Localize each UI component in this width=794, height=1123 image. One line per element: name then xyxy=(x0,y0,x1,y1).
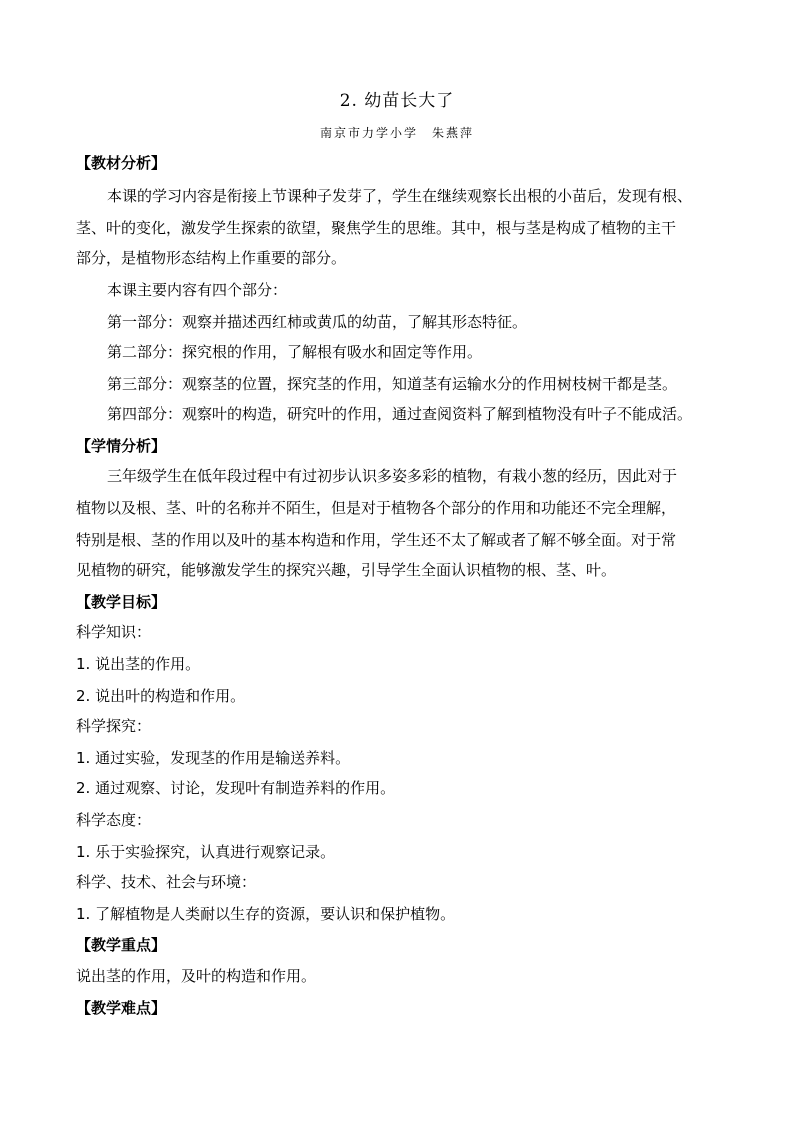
paragraph-line: 本课主要内容有四个部分： xyxy=(107,281,288,299)
list-item: 2. 通过观察、讨论，发现叶有制造养料的作用。 xyxy=(76,779,396,797)
list-item: 1. 了解植物是人类耐以生存的资源，要认识和保护植物。 xyxy=(76,905,456,923)
list-item: 2. 说出叶的构造和作用。 xyxy=(76,687,246,705)
paragraph-line: 植物以及根、茎、叶的名称并不陌生，但是对于植物各个部分的作用和功能还不完全理解， xyxy=(76,499,677,517)
section-heading-teaching-goals: 【教学目标】 xyxy=(76,593,167,611)
paragraph-line: 说出茎的作用，及叶的构造和作用。 xyxy=(76,967,317,985)
paragraph-line: 特别是根、茎的作用以及叶的基本构造和作用，学生还不太了解或者了解不够全面。对于常 xyxy=(76,531,677,549)
subheading-line: 科学态度： xyxy=(76,811,152,829)
paragraph-line: 第一部分：观察并描述西红柿或黄瓜的幼苗，了解其形态特征。 xyxy=(107,313,528,331)
list-item: 1. 乐于实验探究，认真进行观察记录。 xyxy=(76,843,336,861)
subheading-line: 科学、技术、社会与环境： xyxy=(76,873,257,891)
section-heading-key-points: 【教学重点】 xyxy=(76,936,167,954)
paragraph-line: 部分，是植物形态结构上作重要的部分。 xyxy=(76,249,347,267)
document-title: 2. 幼苗长大了 xyxy=(339,91,455,111)
paragraph-line: 第二部分：探究根的作用，了解根有吸水和固定等作用。 xyxy=(107,343,483,361)
author-byline: 南京市力学小学 朱燕萍 xyxy=(319,126,474,140)
list-item: 1. 通过实验，发现茎的作用是输送养料。 xyxy=(76,749,351,767)
paragraph-line: 见植物的研究，能够激发学生的探究兴趣，引导学生全面认识植物的根、茎、叶。 xyxy=(76,561,617,579)
paragraph-line: 茎、叶的变化，激发学生探索的欲望，聚焦学生的思维。其中，根与茎是构成了植物的主干 xyxy=(76,219,677,237)
section-heading-materials-analysis: 【教材分析】 xyxy=(76,154,167,172)
section-heading-difficulties: 【教学难点】 xyxy=(76,999,167,1017)
paragraph-line: 本课的学习内容是衔接上节课种子发芽了，学生在继续观察长出根的小苗后，发现有根、 xyxy=(107,187,693,205)
list-item: 1. 说出茎的作用。 xyxy=(76,655,201,673)
subheading-line: 科学知识： xyxy=(76,623,152,641)
subheading-line: 科学探究： xyxy=(76,717,152,735)
paragraph-line: 第四部分：观察叶的构造，研究叶的作用，通过查阅资料了解到植物没有叶子不能成活。 xyxy=(107,405,693,423)
section-heading-student-analysis: 【学情分析】 xyxy=(76,437,167,455)
paragraph-line: 第三部分：观察茎的位置，探究茎的作用，知道茎有运输水分的作用树枝树干都是茎。 xyxy=(107,375,678,393)
paragraph-line: 三年级学生在低年段过程中有过初步认识多姿多彩的植物，有栽小葱的经历，因此对于 xyxy=(107,467,678,485)
